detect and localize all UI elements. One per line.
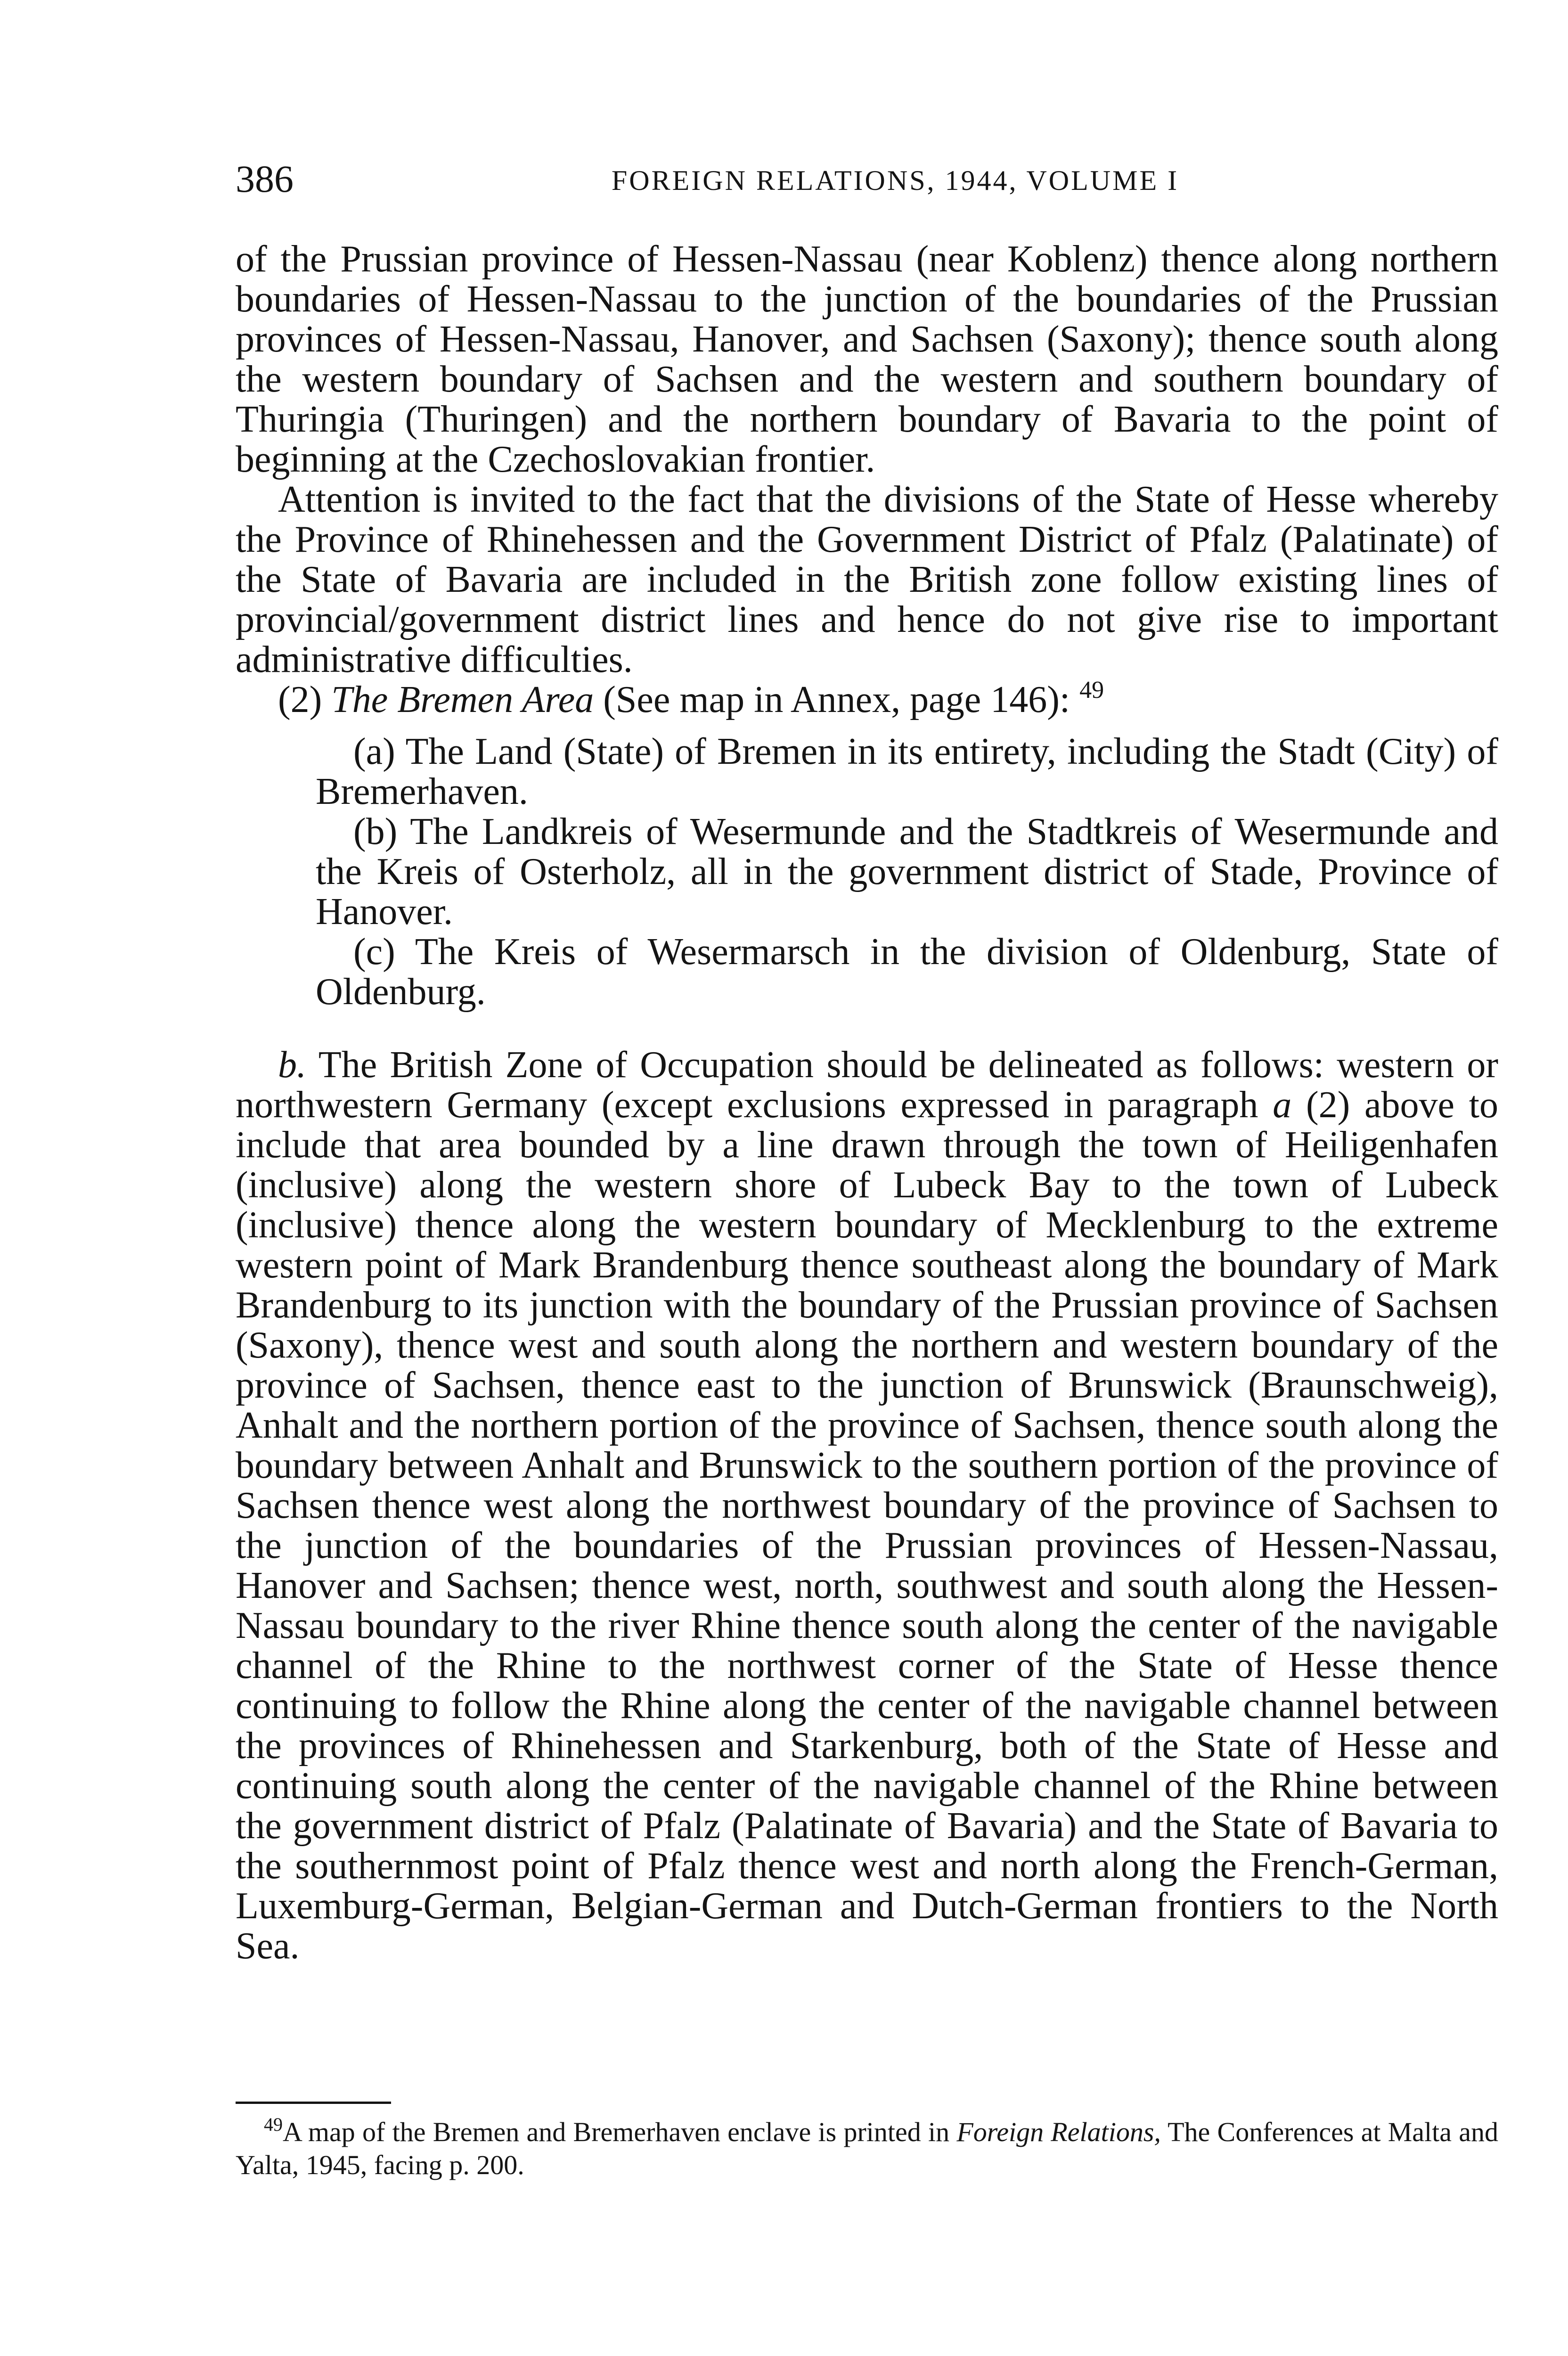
paragraph-b-italic-a: a (1273, 1084, 1292, 1126)
sub-item-b (236, 812, 1498, 932)
sub-item-a (236, 732, 1498, 812)
footnote-49 (236, 2116, 1498, 2182)
paragraph-continuation: of the Prussian province of Hessen-Nassau (near Koblenz) thence along northern boundaries of Hessen-Nassau to the junction of the boundaries of the Prussian provinces of Hessen-Nassau, Hanover, and Sachsen (Saxony); thence south along the western boundary of Sachsen and the western and southern boundary of Thuringia (Thuringen) and the northern boundary of Bavaria to the point of beginning at the Czechoslovakian frontier. (236, 238, 1498, 480)
sub-item-a-label: (a) (353, 731, 395, 772)
body-text (236, 239, 1498, 1966)
running-head: FOREIGN RELATIONS, 1944, VOLUME I (611, 165, 1179, 196)
sub-item-c (236, 932, 1498, 1012)
footnote-text-2: The Conferences at Malta and Yalta, 1945, facing p. 200. (236, 2117, 1499, 2180)
paragraph-british-zone (236, 1045, 1498, 1966)
paragraph-b-text-2: (2) above to include that area bounded by a line drawn through the town of Heiligenhafen (inclusive) along the western shore of Lubeck Bay to the town of Lubeck (inclusive) thence along the western boundary of Mecklenburg to the extreme western point of Mark Brandenburg thence southeast along the boundary of Mark Brandenburg to its junction with the boundary of the Prussian province of Sachsen (Saxony), thence west and south along the northern and western boundary of the province of Sachsen, thence east to the junction of Brunswick (Braunschweig), Anhalt and the northern portion of the province of Sachsen, thence south along the boundary between Anhalt and Brunswick to the southern portion of the province of Sachsen thence west along the northwest boundary of the province of Sachsen to the junction of the boundaries of the Prussian provinces of Hessen-Nassau, Hanover and Sachsen; thence west, north, southwest and south along the Hessen-Nassau boundary to the river Rhine thence south along the center of the navigable channel of the Rhine to the northwest corner of the State of Hesse thence continuing to follow the Rhine along the center of the navigable channel between the provinces of Rhinehessen and Starkenburg, both of the State of Hesse and continuing south along the center of the navigable channel of the Rhine between the government district of Pfalz (Palatinate of Bavaria) and the State of Bavaria to the southernmost point of Pfalz thence west and north along the French-German, Luxemburg-German, Belgian-German and Dutch-German frontiers to the North Sea. (236, 1084, 1499, 1967)
bremen-area-heading (236, 677, 1498, 720)
bremen-area-title: The Bremen Area (331, 679, 594, 720)
sub-item-b-text: The Landkreis of Wesermunde and the Stadtkreis of Wesermunde and the Kreis of Osterholz, all in the government district of Stade, Province of Hanover. (316, 811, 1499, 933)
footnote-text-1: A map of the Bremen and Bremerhaven enclave is printed in (283, 2117, 950, 2147)
bremen-area-rest: (See map in Annex, page 146): (603, 679, 1070, 720)
paragraph-b-label: b. (278, 1044, 306, 1086)
paragraph-b-text-1: The British Zone of Occupation should be delineated as follows: western or northwestern Germany (except exclusions expressed in paragraph (236, 1044, 1498, 1126)
footnote-italic-title: Foreign Relations, (956, 2117, 1161, 2147)
footnote-number: 49 (264, 2114, 283, 2135)
sub-item-c-text: The Kreis of Wesermarsch in the division of Oldenburg, State of Oldenburg. (316, 931, 1498, 1013)
footnote-ref-49: 49 (1079, 677, 1104, 704)
footnote-divider (236, 2102, 391, 2104)
paragraph-attention: Attention is invited to the fact that the divisions of the State of Hesse whereby the Province of Rhinehessen and the Government District of Pfalz (Palatinate) of the State of Bavaria are included in the British zone follow existing lines of provincial/government district lines and hence do not give rise to important administrative difficulties. (236, 479, 1498, 680)
bremen-area-number: (2) (278, 679, 322, 720)
sub-item-a-text: The Land (State) of Bremen in its entirety, including the Stadt (City) of Bremerhaven. (316, 731, 1498, 812)
page-header (236, 155, 1498, 212)
page-number: 386 (236, 157, 294, 200)
sub-item-b-label: (b) (353, 811, 398, 852)
sub-item-c-label: (c) (353, 931, 395, 973)
